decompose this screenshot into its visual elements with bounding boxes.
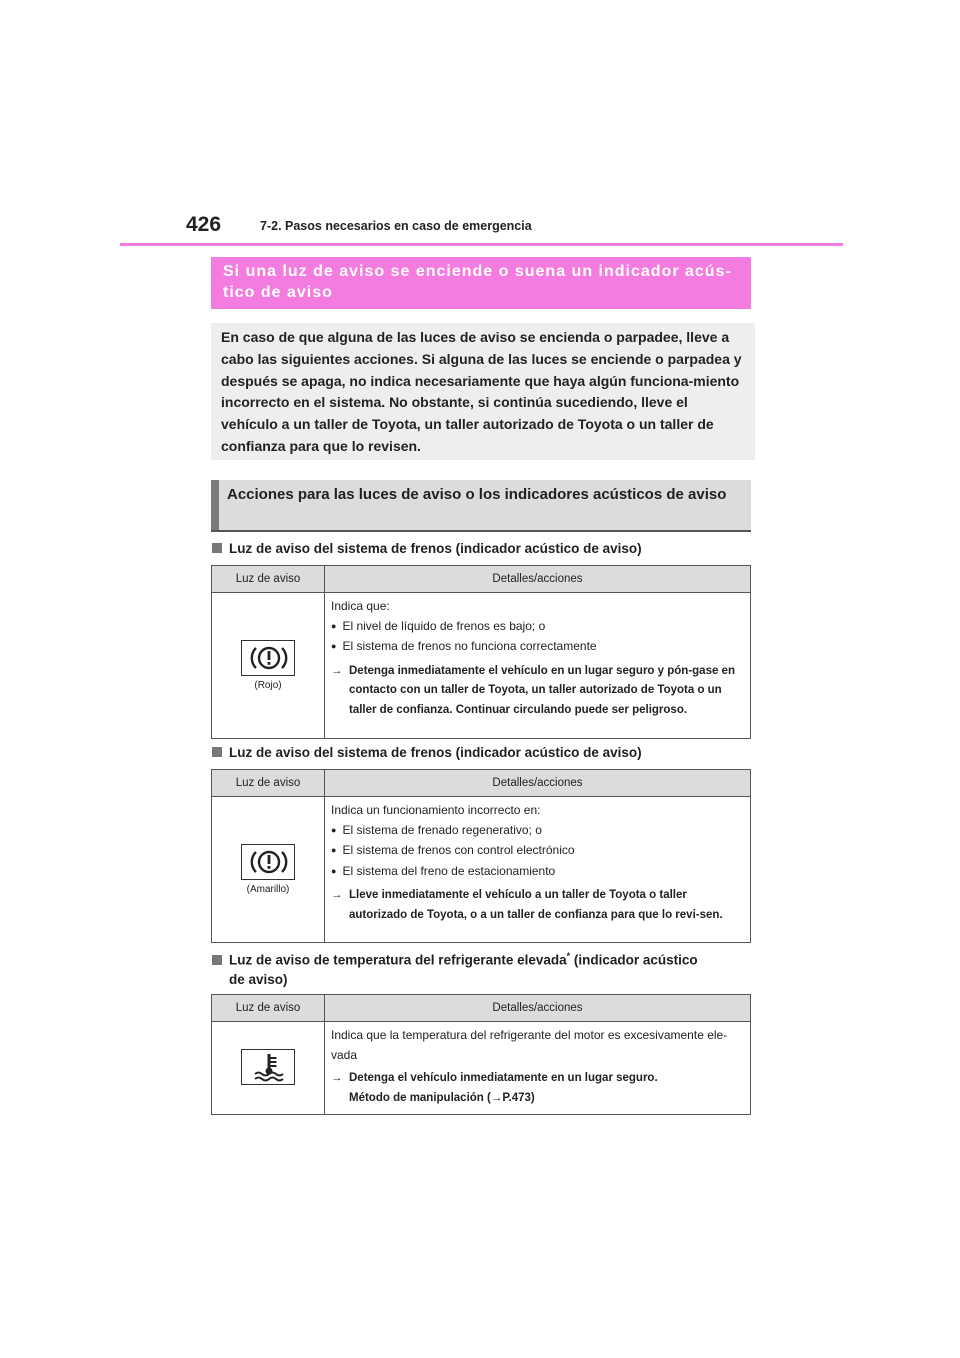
page-number: 426: [186, 213, 222, 236]
details-intro: Indica que:: [331, 599, 390, 613]
bullet-item: ● El sistema de frenos con control electrónico: [331, 841, 744, 862]
coolant-temperature-icon: [241, 1049, 295, 1085]
warning-table: [211, 769, 751, 943]
column-header-light: Luz de aviso: [212, 770, 325, 797]
page-reference-link[interactable]: P.473): [502, 1091, 535, 1104]
table-heading: [212, 947, 698, 989]
action-text: [331, 1069, 744, 1108]
bullet-item: ● El sistema del freno de estacionamiento: [331, 862, 744, 883]
arrow-icon: →: [331, 889, 343, 901]
table-heading: [212, 539, 642, 558]
chapter-title: 7-2. Pasos necesarios en caso de emergencia: [260, 219, 532, 233]
header-divider: [120, 243, 843, 246]
reference-arrow-icon: →: [490, 1091, 503, 1104]
bullet-item: ● El sistema de frenado regenerativo; o: [331, 821, 744, 842]
square-bullet-icon: [212, 955, 222, 965]
column-header-light: Luz de aviso: [212, 566, 325, 593]
column-header-light: Luz de aviso: [212, 995, 325, 1022]
column-header-details: Detalles/acciones: [325, 566, 751, 593]
action-text: [331, 662, 744, 721]
subsection-title: [211, 480, 751, 532]
square-bullet-icon: [212, 747, 222, 757]
table-heading: [212, 743, 642, 762]
intro-box: [211, 323, 755, 460]
details-cell: [325, 593, 751, 739]
footnote-marker: *: [566, 951, 571, 961]
table-heading-line2: de aviso): [229, 971, 288, 987]
intro-text: En caso de que alguna de las luces de aviso se encienda o parpadee, lleve a cabo las siguientes acciones. Si alguna de las luces se enciende o parpadea y después se apaga, no indica necesariamente que haya algún funciona-miento incorrecto en el sistema. No obstante, si continúa sucediendo, lleve el vehículo a un taller de Toyota, un taller autorizado de Toyota o un taller de confianza para que lo revisen.: [221, 329, 742, 454]
table-heading-text-cont: (indicador acústico: [570, 952, 698, 968]
arrow-icon: →: [331, 664, 343, 677]
subsection-title-text: Acciones para las luces de aviso o los indicadores acústicos de aviso: [227, 486, 727, 503]
table-heading-text: Luz de aviso del sistema de frenos (indicador acústico de aviso): [229, 745, 642, 760]
details-cell: [325, 1022, 751, 1115]
action-text: [331, 886, 744, 925]
bullet-item: ● El nivel de líquido de frenos es bajo; o: [331, 617, 744, 638]
warning-table: [211, 565, 751, 739]
section-title-text: Si una luz de aviso se enciende o suena un indicador acús-tico de aviso: [223, 263, 732, 301]
action-text-content: Detenga inmediatamente el vehículo en un lugar seguro y pón-gase en contacto con un taller de Toyota, un taller autorizado de Toyota o un taller de confianza. Continuar circulando puede ser peligroso.: [349, 664, 735, 716]
column-header-details: Detalles/acciones: [325, 995, 751, 1022]
icon-cell: [212, 593, 325, 739]
section-title: [211, 257, 751, 309]
details-cell: [325, 797, 751, 943]
icon-cell: [212, 797, 325, 943]
square-bullet-icon: [212, 543, 222, 553]
column-header-details: Detalles/acciones: [325, 770, 751, 797]
icon-caption: (Rojo): [254, 680, 282, 691]
bullet-item: ● El sistema de frenos no funciona correctamente: [331, 637, 744, 658]
warning-table: [211, 994, 751, 1115]
details-intro: Indica un funcionamiento incorrecto en:: [331, 803, 541, 817]
table-heading-text: Luz de aviso del sistema de frenos (indicador acústico de aviso): [229, 541, 642, 556]
arrow-icon: →: [331, 1072, 343, 1084]
brake-warning-icon: [241, 640, 295, 676]
table-heading-text: Luz de aviso de temperatura del refrigerante elevada: [229, 952, 567, 968]
reference-text: Método de manipulación (: [349, 1091, 491, 1104]
action-text-content: Detenga el vehículo inmediatamente en un lugar seguro.: [349, 1072, 658, 1084]
title-accent-bar: [211, 480, 219, 530]
action-text-content: Lleve inmediatamente el vehículo a un taller de Toyota o taller autorizado de Toyota, o a un taller de confianza para que lo revi-sen.: [349, 889, 723, 921]
details-intro: Indica que la temperatura del refrigerante del motor es excesivamente ele-vada: [331, 1028, 728, 1062]
icon-cell: [212, 1022, 325, 1115]
brake-warning-icon: [241, 844, 295, 880]
icon-caption: (Amarillo): [246, 884, 290, 895]
